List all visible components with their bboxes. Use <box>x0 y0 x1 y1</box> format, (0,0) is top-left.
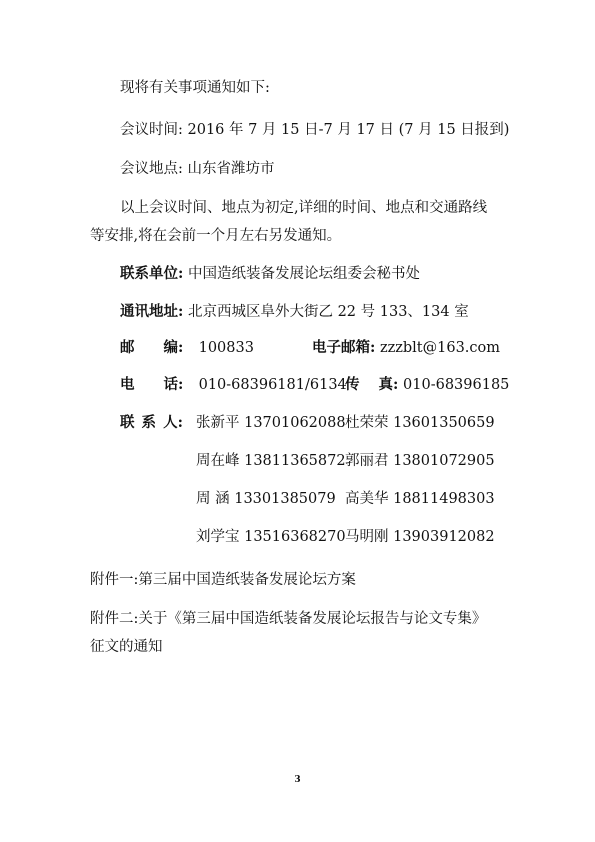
note-line-1: 以上会议时间、地点为初定,详细的时间、地点和交通路线 <box>120 200 488 216</box>
fax-label: 传 真: <box>345 376 399 393</box>
contact-row <box>196 413 346 433</box>
contact-phone: 13701062088 <box>244 415 346 431</box>
phone-value: 010-68396181/6134 <box>198 377 347 393</box>
address-value: 北京西城区阜外大街乙 22 号 133、134 室 <box>187 304 469 320</box>
contact-unit-row <box>120 264 420 284</box>
contact-phone: 13811365872 <box>244 453 346 469</box>
intro-text: 现将有关事项通知如下: <box>120 80 270 96</box>
attachment-2-line-2: 征文的通知 <box>90 639 163 655</box>
meeting-time: 会议时间: 2016 年 7 月 15 日-7 月 17 日 (7 月 15 日报到) <box>120 122 510 138</box>
fax-value: 010-68396185 <box>403 377 510 393</box>
postcode-label: 邮 编: <box>120 339 184 356</box>
email-value: zzzblt@163.com <box>379 340 501 356</box>
postcode-value: 100833 <box>198 340 254 356</box>
contacts-label: 联 系 人: <box>120 414 183 431</box>
page-number: 3 <box>294 775 301 785</box>
note-line-2: 等安排,将在会前一个月左右另发通知。 <box>90 228 342 244</box>
contact-unit-label: 联系单位: <box>120 265 184 282</box>
contact-phone: 13801072905 <box>393 453 495 469</box>
address-row <box>120 302 469 322</box>
contact-name: 高美华 <box>345 491 389 507</box>
contact-name: 周 涵 <box>196 491 230 507</box>
address-label: 通讯地址: <box>120 303 184 320</box>
contact-phone: 13516368270 <box>244 529 346 545</box>
contact-name: 马明刚 <box>345 529 389 545</box>
postcode-row <box>120 338 254 358</box>
contact-row <box>196 527 346 547</box>
email-row <box>312 338 500 358</box>
email-label: 电子邮箱: <box>312 339 376 356</box>
contact-row <box>345 527 495 547</box>
contact-row <box>345 413 495 433</box>
contact-phone: 13903912082 <box>393 529 495 545</box>
meeting-place: 会议地点: 山东省潍坊市 <box>120 161 275 177</box>
attachment-1: 附件一:第三届中国造纸装备发展论坛方案 <box>90 572 356 588</box>
contact-name: 杜荣荣 <box>345 415 389 431</box>
contact-name: 刘学宝 <box>196 529 240 545</box>
fax-row <box>345 375 509 395</box>
attachment-2-line-1: 附件二:关于《第三届中国造纸装备发展论坛报告与论文专集》 <box>90 611 487 627</box>
contact-row <box>196 451 346 471</box>
contact-name: 周在峰 <box>196 453 240 469</box>
contact-unit-value: 中国造纸装备发展论坛组委会秘书处 <box>187 266 420 282</box>
contact-phone: 18811498303 <box>393 491 495 507</box>
contact-phone: 13301385079 <box>234 491 336 507</box>
contact-row <box>196 489 336 509</box>
contact-name: 郭丽君 <box>345 453 389 469</box>
contact-name: 张新平 <box>196 415 240 431</box>
phone-label: 电 话: <box>120 376 184 393</box>
phone-row <box>120 375 347 395</box>
contact-phone: 13601350659 <box>393 415 495 431</box>
contact-row <box>345 451 495 471</box>
contact-row <box>345 489 495 509</box>
